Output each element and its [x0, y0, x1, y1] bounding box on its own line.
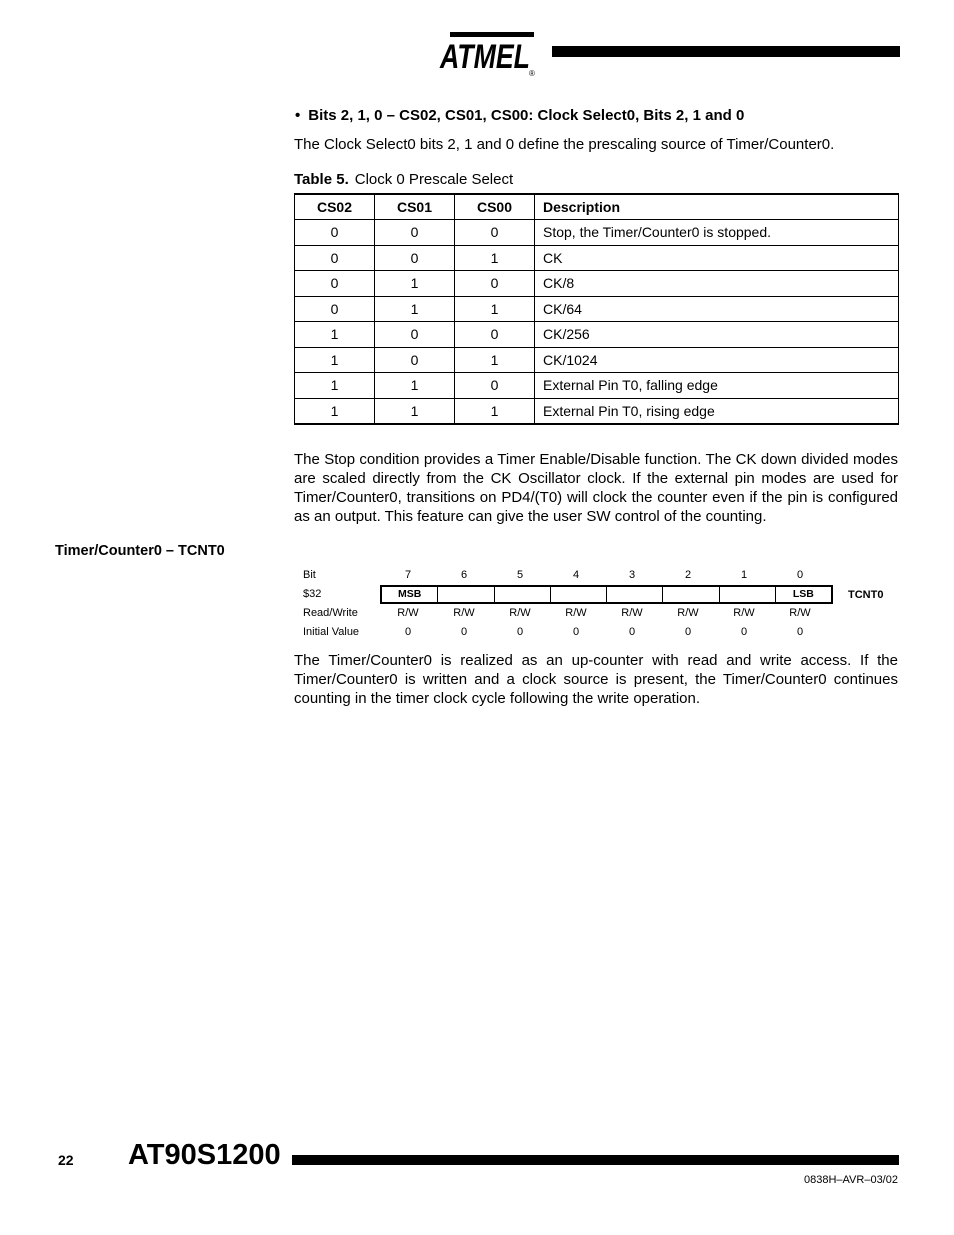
header-description: Description — [535, 194, 899, 220]
bullet-heading — [295, 107, 744, 124]
table-caption — [294, 171, 513, 188]
cell-description: CK/256 — [535, 322, 899, 348]
table-row — [295, 296, 899, 322]
cell-cs01: 1 — [375, 296, 455, 322]
stop-condition-paragraph: The Stop condition provides a Timer Enable/Disable function. The CK down divided modes are scaled directly from the CK Oscillator clock. If the external pin modes are used for Timer/Counter0, transitions on PD4/(T0) will clock the counter even if the pin is configured as an output. This feature can give the user SW control of the counting. — [294, 451, 898, 525]
register-cell — [719, 587, 775, 602]
bit-number: 7 — [404, 569, 412, 581]
rw-value: R/W — [677, 607, 699, 619]
cell-cs02: 1 — [295, 373, 375, 399]
bullet-icon: • — [295, 107, 301, 124]
bit-number: 4 — [572, 569, 580, 581]
init-value: 0 — [740, 626, 748, 638]
register-init-label: Initial Value — [303, 626, 360, 638]
cell-cs00: 0 — [455, 322, 535, 348]
bit-number: 5 — [516, 569, 524, 581]
cell-description: CK/64 — [535, 296, 899, 322]
register-bit-numbers — [380, 569, 828, 581]
register-cell — [437, 587, 493, 602]
cell-cs02: 0 — [295, 220, 375, 246]
table-row — [295, 398, 899, 424]
page-number: 22 — [58, 1152, 74, 1168]
init-value: 0 — [516, 626, 524, 638]
register-init-values — [380, 626, 828, 638]
tcnt0-paragraph: The Timer/Counter0 is realized as an up-counter with read and write access. If the Timer/Counter0 is written and a clock source is present, the Timer/Counter0 continues counting in the timer clock cycle following the write operation. — [294, 652, 898, 707]
header-cs00: CS00 — [455, 194, 535, 220]
init-value: 0 — [460, 626, 468, 638]
rw-value: R/W — [789, 607, 811, 619]
register-cell — [550, 587, 606, 602]
table-row — [295, 322, 899, 348]
cell-cs00: 0 — [455, 271, 535, 297]
table-row — [295, 245, 899, 271]
cell-description: Stop, the Timer/Counter0 is stopped. — [535, 220, 899, 246]
table-row — [295, 347, 899, 373]
cell-cs02: 1 — [295, 347, 375, 373]
cell-cs00: 1 — [455, 347, 535, 373]
table-caption-label: Table 5. — [294, 171, 349, 188]
cell-cs01: 1 — [375, 398, 455, 424]
svg-text:ATMEL: ATMEL — [439, 38, 530, 76]
cell-cs02: 1 — [295, 322, 375, 348]
bit-number: 6 — [460, 569, 468, 581]
rw-value: R/W — [397, 607, 419, 619]
header-rule — [552, 46, 900, 57]
cell-cs00: 1 — [455, 296, 535, 322]
cell-description: CK/1024 — [535, 347, 899, 373]
rw-value: R/W — [453, 607, 475, 619]
document-title: AT90S1200 — [128, 1139, 281, 1171]
cell-cs00: 0 — [455, 220, 535, 246]
register-bit-label: Bit — [303, 569, 316, 581]
register-cell-msb: MSB — [397, 588, 422, 600]
register-address-label: $32 — [303, 588, 322, 600]
cell-cs01: 1 — [375, 271, 455, 297]
rw-value: R/W — [509, 607, 531, 619]
header-cs01: CS01 — [375, 194, 455, 220]
cell-cs00: 1 — [455, 398, 535, 424]
footer-rule — [292, 1155, 899, 1165]
cell-cs01: 1 — [375, 373, 455, 399]
table-header-row — [295, 194, 899, 220]
bit-number: 3 — [628, 569, 636, 581]
init-value: 0 — [572, 626, 580, 638]
intro-paragraph: The Clock Select0 bits 2, 1 and 0 define the prescaling source of Timer/Counter0. — [294, 136, 835, 153]
cell-description: CK/8 — [535, 271, 899, 297]
table-row — [295, 220, 899, 246]
cell-cs00: 0 — [455, 373, 535, 399]
prescale-table — [294, 193, 899, 425]
table-row — [295, 373, 899, 399]
bit-number: 1 — [740, 569, 748, 581]
init-value: 0 — [404, 626, 412, 638]
bullet-heading-text: Bits 2, 1, 0 – CS02, CS01, CS00: Clock Select0, Bits 2, 1 and 0 — [308, 107, 745, 124]
header-cs02: CS02 — [295, 194, 375, 220]
register-rw-label: Read/Write — [303, 607, 358, 619]
atmel-logo — [438, 28, 538, 78]
document-code: 0838H–AVR–03/02 — [804, 1174, 898, 1186]
cell-cs02: 0 — [295, 245, 375, 271]
section-heading: Timer/Counter0 – TCNT0 — [55, 543, 225, 559]
init-value: 0 — [628, 626, 636, 638]
cell-cs02: 1 — [295, 398, 375, 424]
svg-text:®: ® — [529, 69, 535, 78]
cell-cs01: 0 — [375, 322, 455, 348]
bit-number: 0 — [796, 569, 804, 581]
cell-cs01: 0 — [375, 347, 455, 373]
cell-description: External Pin T0, rising edge — [535, 398, 899, 424]
init-value: 0 — [684, 626, 692, 638]
cell-cs02: 0 — [295, 296, 375, 322]
register-cell — [606, 587, 662, 602]
init-value: 0 — [796, 626, 804, 638]
cell-cs00: 1 — [455, 245, 535, 271]
register-rw-values — [380, 607, 828, 619]
bit-number: 2 — [684, 569, 692, 581]
rw-value: R/W — [565, 607, 587, 619]
rw-value: R/W — [733, 607, 755, 619]
cell-description: CK — [535, 245, 899, 271]
cell-cs02: 0 — [295, 271, 375, 297]
rw-value: R/W — [621, 607, 643, 619]
register-cell — [662, 587, 718, 602]
register-name: TCNT0 — [848, 589, 884, 601]
cell-cs01: 0 — [375, 220, 455, 246]
cell-description: External Pin T0, falling edge — [535, 373, 899, 399]
cell-cs01: 0 — [375, 245, 455, 271]
table-row — [295, 271, 899, 297]
register-cell-lsb: LSB — [775, 587, 831, 602]
table-caption-text: Clock 0 Prescale Select — [354, 171, 514, 188]
register-cell — [494, 587, 550, 602]
register-box — [380, 585, 833, 604]
